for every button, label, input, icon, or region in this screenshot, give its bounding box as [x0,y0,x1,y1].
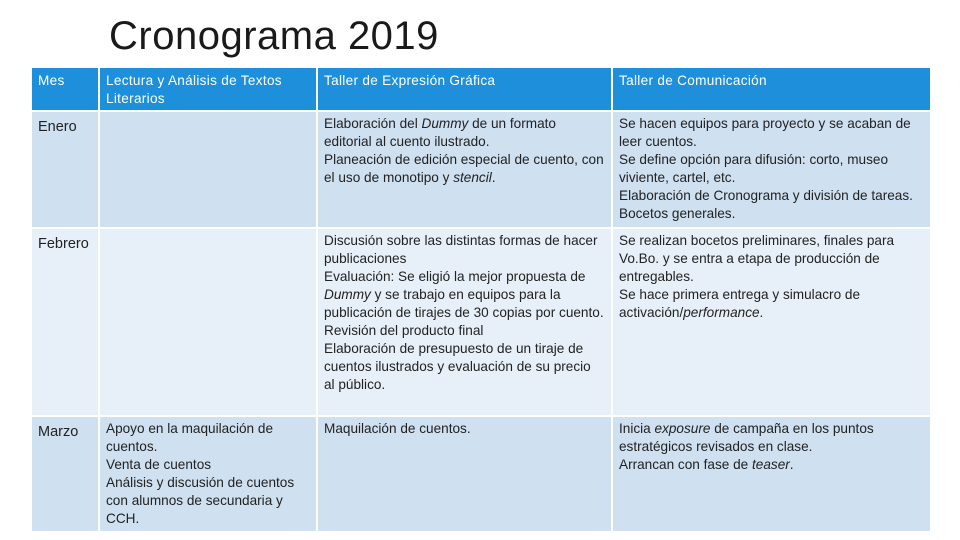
lectura-cell [99,416,317,532]
cell-line: Elaboración de Cronograma y división de tareas. Bocetos generales. [619,188,913,221]
header-mes: Mes [31,67,99,111]
cell-line: Se realizan bocetos preliminares, finales para Vo.Bo. y se entra a etapa de producción de entregables. [619,233,895,284]
comunicacion-cell [612,416,931,532]
cell-line: Maquilación de cuentos. [324,421,471,436]
comunicacion-cell [612,111,931,228]
month-cell: Febrero [31,228,99,416]
cell-line: Se define opción para difusión: corto, museo viviente, cartel, etc. [619,152,889,185]
cell-line: Planeación de edición especial de cuento, con el uso de monotipo y stencil. [324,152,604,185]
header-comunicacion: Taller de Comunicación [612,67,931,111]
cell-line: Venta de cuentos [106,457,212,472]
cell-line: Inicia exposure de campaña en los puntos estratégicos revisados en clase. [619,421,874,454]
header-lectura: Lectura y Análisis de Textos Literarios [99,67,317,111]
cell-line: Se hace primera entrega y simulacro de activación/performance. [619,287,861,320]
lectura-cell [99,228,317,416]
cell-line: Discusión sobre las distintas formas de hacer publicaciones [324,233,598,266]
grafica-cell [317,228,612,416]
header-grafica: Taller de Expresión Gráfica [317,67,612,111]
cell-line: Revisión del producto final [324,323,484,338]
cell-line: Elaboración de presupuesto de un tiraje de cuentos ilustrados y evaluación de su precio al público. [324,341,591,392]
table-row [31,228,931,416]
cell-line: Apoyo en la maquilación de cuentos. [106,421,274,454]
table-row [31,111,931,228]
comunicacion-cell [612,228,931,416]
cell-line: Análisis y discusión de cuentos con alumnos de secundaria y CCH. [106,475,295,526]
month-cell: Enero [31,111,99,228]
header-row [31,67,931,111]
cell-line: Evaluación: Se eligió la mejor propuesta de Dummy y se trabajo en equipos para la publicación de tirajes de 30 copias por cuento. [324,269,604,320]
grafica-cell [317,111,612,228]
cell-line: Se hacen equipos para proyecto y se acaban de leer cuentos. [619,116,911,149]
grafica-cell [317,416,612,532]
cell-line: Arrancan con fase de teaser. [619,457,794,472]
schedule-table [30,66,932,533]
month-cell: Marzo [31,416,99,532]
cell-line: Elaboración del Dummy de un formato editorial al cuento ilustrado. [324,116,556,149]
lectura-cell [99,111,317,228]
table-row [31,416,931,532]
page-title: Cronograma 2019 [109,14,439,58]
